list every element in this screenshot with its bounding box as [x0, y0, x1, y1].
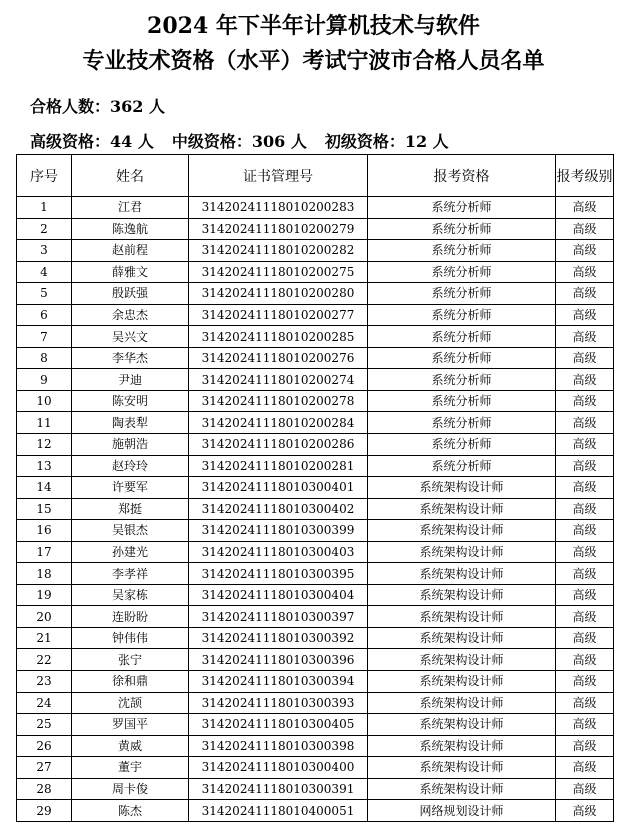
cell-qualification: 系统分析师: [368, 261, 556, 283]
table-row: [17, 261, 614, 283]
senior-count: 高级资格：44 人: [30, 132, 154, 151]
cell-serial-number: 24: [17, 692, 72, 714]
cell-certificate-number: 31420241118010300400: [189, 757, 368, 779]
cell-name: 殷跃强: [72, 283, 189, 305]
cell-level: 高级: [556, 606, 614, 628]
header-name: 姓名: [72, 155, 189, 197]
cell-name: 陶表犁: [72, 412, 189, 434]
cell-certificate-number: 31420241118010200282: [189, 240, 368, 262]
table-row: [17, 606, 614, 628]
cell-serial-number: 15: [17, 498, 72, 520]
cell-level: 高级: [556, 240, 614, 262]
cell-certificate-number: 31420241118010300391: [189, 778, 368, 800]
table-body: [17, 197, 614, 822]
cell-serial-number: 6: [17, 304, 72, 326]
cell-serial-number: 13: [17, 455, 72, 477]
table-row: [17, 563, 614, 585]
cell-name: 郑挺: [72, 498, 189, 520]
cell-serial-number: 4: [17, 261, 72, 283]
table-row: [17, 584, 614, 606]
cell-certificate-number: 31420241118010200278: [189, 390, 368, 412]
table-row: [17, 197, 614, 219]
header-level: 报考级别: [556, 155, 614, 197]
cell-qualification: 系统架构设计师: [368, 498, 556, 520]
cell-serial-number: 2: [17, 218, 72, 240]
cell-qualification: 系统分析师: [368, 412, 556, 434]
cell-name: 吴家栋: [72, 584, 189, 606]
cell-name: 陈逸航: [72, 218, 189, 240]
cell-serial-number: 18: [17, 563, 72, 585]
document-title-line-1: 2024 年下半年计算机技术与软件: [147, 13, 480, 39]
cell-qualification: 系统架构设计师: [368, 778, 556, 800]
cell-serial-number: 3: [17, 240, 72, 262]
cell-serial-number: 14: [17, 477, 72, 499]
cell-serial-number: 9: [17, 369, 72, 391]
table-row: [17, 390, 614, 412]
cell-qualification: 系统分析师: [368, 218, 556, 240]
table-row: [17, 455, 614, 477]
cell-level: 高级: [556, 197, 614, 219]
cell-certificate-number: 31420241118010300397: [189, 606, 368, 628]
cell-certificate-number: 31420241118010300392: [189, 627, 368, 649]
cell-name: 张宁: [72, 649, 189, 671]
header-serial-number: 序号: [17, 155, 72, 197]
cell-name: 吴兴文: [72, 326, 189, 348]
cell-level: 高级: [556, 778, 614, 800]
cell-name: 赵玲玲: [72, 455, 189, 477]
cell-serial-number: 8: [17, 347, 72, 369]
table-row: [17, 326, 614, 348]
cell-name: 李华杰: [72, 347, 189, 369]
cell-name: 许要军: [72, 477, 189, 499]
cell-name: 周卡俊: [72, 778, 189, 800]
cell-qualification: 系统架构设计师: [368, 584, 556, 606]
cell-level: 高级: [556, 412, 614, 434]
cell-level: 高级: [556, 627, 614, 649]
cell-serial-number: 5: [17, 283, 72, 305]
cell-qualification: 系统分析师: [368, 455, 556, 477]
cell-qualification: 系统分析师: [368, 326, 556, 348]
cell-certificate-number: 31420241118010200277: [189, 304, 368, 326]
table-row: [17, 434, 614, 456]
cell-qualification: 系统分析师: [368, 434, 556, 456]
cell-qualification: 系统架构设计师: [368, 627, 556, 649]
cell-qualification: 系统分析师: [368, 304, 556, 326]
cell-level: 高级: [556, 541, 614, 563]
cell-qualification: 网络规划设计师: [368, 800, 556, 822]
cell-certificate-number: 31420241118010300404: [189, 584, 368, 606]
cell-certificate-number: 31420241118010300403: [189, 541, 368, 563]
cell-serial-number: 26: [17, 735, 72, 757]
cell-level: 高级: [556, 455, 614, 477]
cell-certificate-number: 31420241118010300394: [189, 671, 368, 693]
cell-certificate-number: 31420241118010200285: [189, 326, 368, 348]
cell-serial-number: 22: [17, 649, 72, 671]
table-row: [17, 304, 614, 326]
document-title-line-2: 专业技术资格（水平）考试宁波市合格人员名单: [82, 48, 545, 74]
cell-certificate-number: 31420241118010300398: [189, 735, 368, 757]
cell-certificate-number: 31420241118010200286: [189, 434, 368, 456]
cell-level: 高级: [556, 434, 614, 456]
cell-serial-number: 21: [17, 627, 72, 649]
cell-name: 余忠杰: [72, 304, 189, 326]
cell-name: 孙建光: [72, 541, 189, 563]
cell-name: 施朝浩: [72, 434, 189, 456]
cell-qualification: 系统分析师: [368, 347, 556, 369]
cell-name: 江君: [72, 197, 189, 219]
cell-certificate-number: 31420241118010300405: [189, 714, 368, 736]
table-row: [17, 627, 614, 649]
cell-level: 高级: [556, 347, 614, 369]
cell-serial-number: 25: [17, 714, 72, 736]
table-row: [17, 520, 614, 542]
table-row: [17, 412, 614, 434]
cell-level: 高级: [556, 735, 614, 757]
cell-level: 高级: [556, 261, 614, 283]
cell-name: 李孝祥: [72, 563, 189, 585]
cell-level: 高级: [556, 477, 614, 499]
cell-serial-number: 19: [17, 584, 72, 606]
cell-serial-number: 1: [17, 197, 72, 219]
cell-name: 赵前程: [72, 240, 189, 262]
cell-name: 陈杰: [72, 800, 189, 822]
table-row: [17, 240, 614, 262]
cell-certificate-number: 31420241118010200275: [189, 261, 368, 283]
cell-name: 董宇: [72, 757, 189, 779]
cell-qualification: 系统分析师: [368, 390, 556, 412]
cell-certificate-number: 31420241118010200280: [189, 283, 368, 305]
cell-level: 高级: [556, 692, 614, 714]
cell-serial-number: 28: [17, 778, 72, 800]
table-row: [17, 218, 614, 240]
header-qualification: 报考资格: [368, 155, 556, 197]
cell-qualification: 系统架构设计师: [368, 606, 556, 628]
cell-level: 高级: [556, 218, 614, 240]
table-row: [17, 671, 614, 693]
cell-serial-number: 16: [17, 520, 72, 542]
cell-level: 高级: [556, 584, 614, 606]
level-breakdown: [30, 132, 449, 152]
cell-serial-number: 12: [17, 434, 72, 456]
cell-serial-number: 10: [17, 390, 72, 412]
cell-qualification: 系统架构设计师: [368, 671, 556, 693]
cell-certificate-number: 31420241118010200279: [189, 218, 368, 240]
cell-qualification: 系统分析师: [368, 197, 556, 219]
cell-level: 高级: [556, 304, 614, 326]
cell-serial-number: 29: [17, 800, 72, 822]
cell-level: 高级: [556, 757, 614, 779]
cell-qualification: 系统架构设计师: [368, 692, 556, 714]
cell-serial-number: 17: [17, 541, 72, 563]
cell-certificate-number: 31420241118010200281: [189, 455, 368, 477]
table-header-row: [17, 155, 614, 197]
cell-level: 高级: [556, 671, 614, 693]
cell-serial-number: 11: [17, 412, 72, 434]
cell-name: 陈安明: [72, 390, 189, 412]
cell-level: 高级: [556, 714, 614, 736]
cell-certificate-number: 31420241118010300393: [189, 692, 368, 714]
cell-certificate-number: 31420241118010300401: [189, 477, 368, 499]
cell-qualification: 系统架构设计师: [368, 563, 556, 585]
table-row: [17, 649, 614, 671]
table-row: [17, 369, 614, 391]
cell-qualification: 系统分析师: [368, 240, 556, 262]
cell-level: 高级: [556, 498, 614, 520]
cell-level: 高级: [556, 520, 614, 542]
total-passed-count: 合格人数：362 人: [30, 97, 165, 116]
cell-level: 高级: [556, 283, 614, 305]
cell-qualification: 系统分析师: [368, 369, 556, 391]
cell-level: 高级: [556, 326, 614, 348]
cell-level: 高级: [556, 649, 614, 671]
cell-qualification: 系统架构设计师: [368, 541, 556, 563]
cell-qualification: 系统架构设计师: [368, 714, 556, 736]
cell-name: 吴银杰: [72, 520, 189, 542]
junior-count: 初级资格：12 人: [324, 132, 449, 151]
table-row: [17, 778, 614, 800]
cell-serial-number: 7: [17, 326, 72, 348]
table-row: [17, 498, 614, 520]
cell-certificate-number: 31420241118010300395: [189, 563, 368, 585]
passed-candidates-table: [16, 154, 614, 822]
cell-certificate-number: 31420241118010200276: [189, 347, 368, 369]
table-row: [17, 800, 614, 822]
table-row: [17, 692, 614, 714]
table-row: [17, 735, 614, 757]
table-row: [17, 283, 614, 305]
cell-level: 高级: [556, 369, 614, 391]
cell-name: 黄威: [72, 735, 189, 757]
table-row: [17, 477, 614, 499]
cell-certificate-number: 31420241118010300399: [189, 520, 368, 542]
cell-certificate-number: 31420241118010300402: [189, 498, 368, 520]
cell-name: 连盼盼: [72, 606, 189, 628]
cell-qualification: 系统架构设计师: [368, 757, 556, 779]
cell-name: 钟伟伟: [72, 627, 189, 649]
cell-level: 高级: [556, 390, 614, 412]
cell-name: 罗国平: [72, 714, 189, 736]
cell-serial-number: 23: [17, 671, 72, 693]
table-row: [17, 714, 614, 736]
cell-certificate-number: 31420241118010200284: [189, 412, 368, 434]
cell-certificate-number: 31420241118010400051: [189, 800, 368, 822]
header-certificate-number: 证书管理号: [189, 155, 368, 197]
cell-name: 尹迪: [72, 369, 189, 391]
table-row: [17, 541, 614, 563]
cell-serial-number: 20: [17, 606, 72, 628]
cell-qualification: 系统架构设计师: [368, 477, 556, 499]
cell-qualification: 系统架构设计师: [368, 735, 556, 757]
cell-name: 徐和鼎: [72, 671, 189, 693]
intermediate-count: 中级资格：306 人: [171, 132, 307, 151]
table-row: [17, 347, 614, 369]
cell-level: 高级: [556, 800, 614, 822]
cell-certificate-number: 31420241118010200283: [189, 197, 368, 219]
cell-name: 薛雅文: [72, 261, 189, 283]
cell-serial-number: 27: [17, 757, 72, 779]
cell-qualification: 系统架构设计师: [368, 520, 556, 542]
cell-qualification: 系统架构设计师: [368, 649, 556, 671]
cell-level: 高级: [556, 563, 614, 585]
cell-certificate-number: 31420241118010200274: [189, 369, 368, 391]
table-row: [17, 757, 614, 779]
cell-name: 沈颉: [72, 692, 189, 714]
cell-qualification: 系统分析师: [368, 283, 556, 305]
cell-certificate-number: 31420241118010300396: [189, 649, 368, 671]
